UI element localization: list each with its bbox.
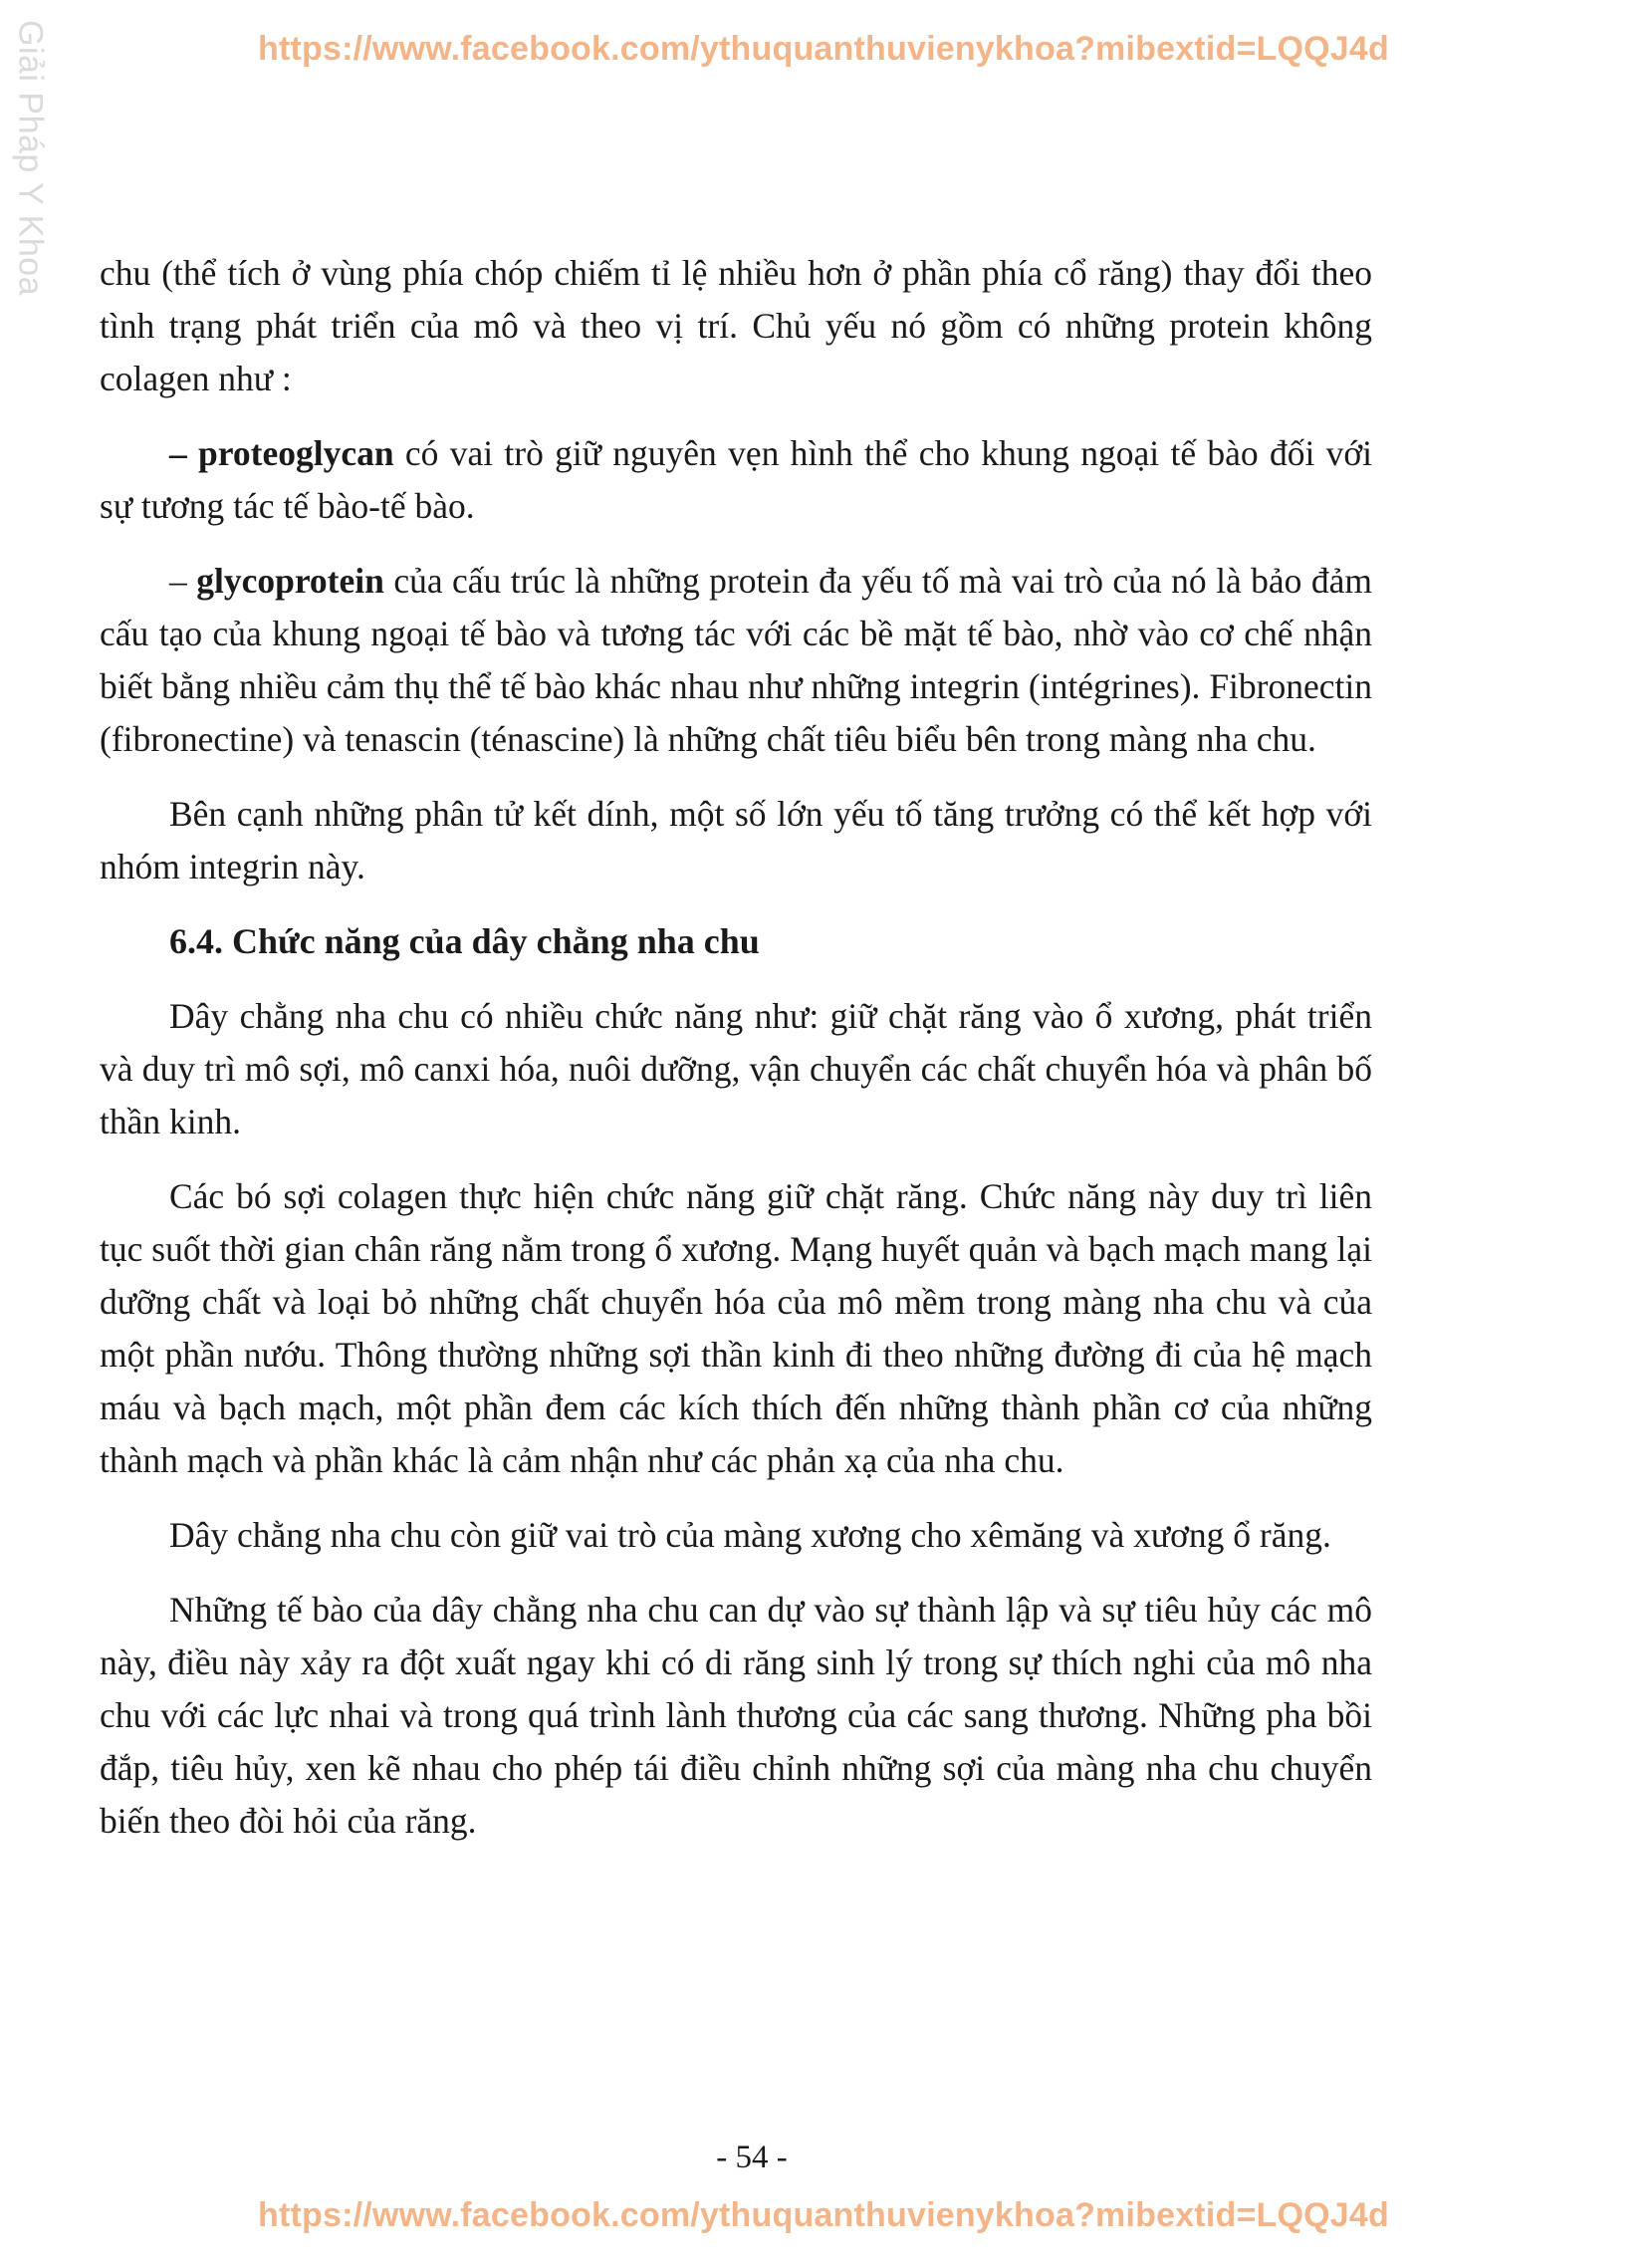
bullet-proteoglycan	[100, 427, 1372, 533]
paragraph-functions: Dây chằng nha chu có nhiều chức năng như: giữ chặt răng vào ổ xương, phát triển và duy trì mô sợi, mô canxi hóa, nuôi dưỡng, vận chuyển các chất chuyển hóa và phân bố thần kinh.	[100, 996, 1372, 1141]
paragraph-continuation: chu (thể tích ở vùng phía chóp chiếm tỉ lệ nhiều hơn ở phần phía cổ răng) thay đổi theo tình trạng phát triển của mô và theo vị trí. Chủ yếu nó gồm có những protein không colagen như :	[100, 253, 1372, 398]
page-number: - 54 -	[716, 2140, 788, 2175]
page-body	[100, 247, 1372, 1870]
bullet-glycoprotein-text: của cấu trúc là những protein đa yếu tố mà vai trò của nó là bảo đảm cấu tạo của khung ngoại tế bào và tương tác với các bề mặt tế bào, nhờ vào cơ chế nhận biết bằng nhiều cảm thụ thể tế bào khác nhau như những integrin (intégrines). Fibronectin (fibronectine) và tenascin (ténascine) là những chất tiêu biểu bên trong màng nha chu.	[100, 561, 1372, 759]
bullet-proteoglycan-term: – proteoglycan	[169, 433, 394, 473]
section-heading: 6.4. Chức năng của dây chằng nha chu	[169, 921, 760, 961]
side-watermark	[6, 20, 54, 329]
bullet-glycoprotein	[100, 555, 1372, 766]
bullet-proteoglycan-text: có vai trò giữ nguyên vẹn hình thể cho khung ngoại tế bào đối với sự tương tác tế bào-tế bào.	[100, 433, 1372, 526]
watermark-link-top: https://www.facebook.com/ythuquanthuvienykhoa?mibextid=LQQJ4d	[258, 30, 1389, 68]
watermark-link-bottom: https://www.facebook.com/ythuquanthuvienykhoa?mibextid=LQQJ4d	[258, 2196, 1389, 2234]
paragraph-periosteum: Dây chằng nha chu còn giữ vai trò của màng xương cho xêmăng và xương ổ răng.	[169, 1515, 1331, 1555]
paragraph-growth-factors: Bên cạnh những phân tử kết dính, một số lớn yếu tố tăng trưởng có thể kết hợp với nhóm integrin này.	[100, 794, 1372, 886]
side-watermark-text: Giải Pháp Y Khoa	[11, 20, 50, 297]
bullet-glycoprotein-term: glycoprotein	[196, 561, 384, 601]
paragraph-cells: Những tế bào của dây chằng nha chu can dự vào sự thành lập và sự tiêu hủy các mô này, điều này xảy ra đột xuất ngay khi có di răng sinh lý trong sự thích nghi của mô nha chu với các lực nhai và trong quá trình lành thương của các sang thương. Những pha bồi đắp, tiêu hủy, xen kẽ nhau cho phép tái điều chỉnh những sợi của màng nha chu chuyển biến theo đòi hỏi của răng.	[100, 1590, 1372, 1841]
paragraph-collagen: Các bó sợi colagen thực hiện chức năng giữ chặt răng. Chức năng này duy trì liên tục suốt thời gian chân răng nằm trong ổ xương. Mạng huyết quản và bạch mạch mang lại dưỡng chất và loại bỏ những chất chuyển hóa của mô mềm trong màng nha chu và của một phần nướu. Thông thường những sợi thần kinh đi theo những đường đi của hệ mạch máu và bạch mạch, một phần đem các kích thích đến những thành phần cơ của những thành mạch và phần khác là cảm nhận như các phản xạ của nha chu.	[100, 1176, 1372, 1480]
bullet-glycoprotein-prefix: –	[169, 561, 197, 601]
